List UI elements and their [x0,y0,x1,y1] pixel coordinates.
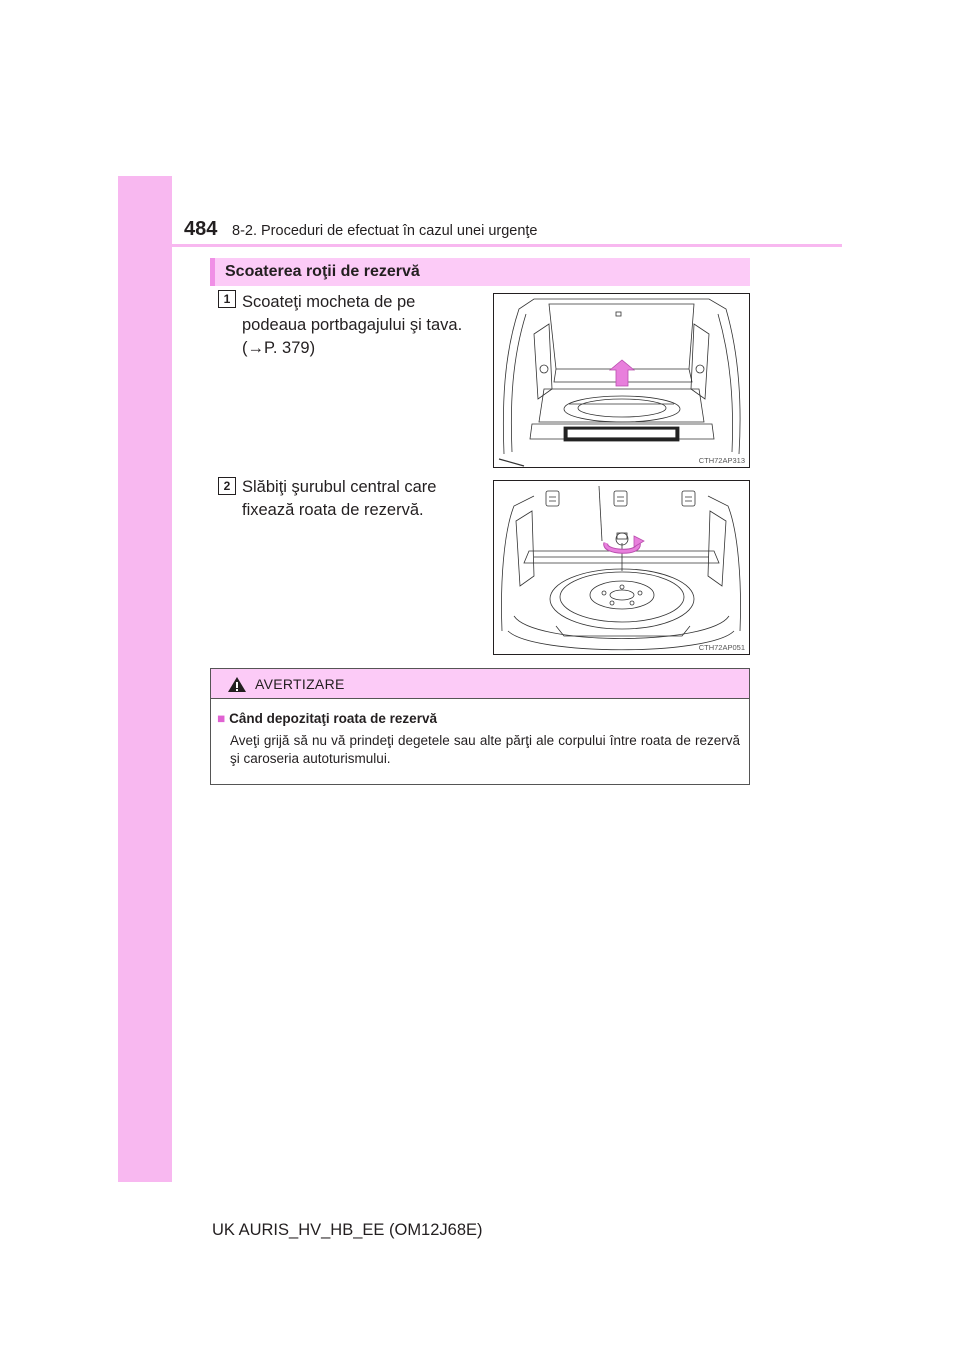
section-heading-text: Scoaterea roţii de rezervă [225,263,420,280]
figure-2-code: CTH72AP051 [698,643,745,652]
warning-title: AVERTIZARE [255,676,345,692]
warning-box [210,668,750,785]
header-divider [172,244,842,247]
warning-subtitle-text: Când depozitaţi roata de rezervă [229,711,437,726]
step-1-line-1: Scoateţi mocheta de pe [242,293,416,311]
step-2-number: 2 [218,477,236,495]
document-footer: UK AURIS_HV_HB_EE (OM12J68E) [212,1221,483,1239]
step-1-text [242,291,482,360]
step-1-line-3: (→P. 379) [242,339,316,357]
step-2-line-1: Slăbiţi şurubul central care [242,478,437,496]
warning-triangle-icon [227,676,247,693]
figure-1-code: CTH72AP313 [698,456,745,465]
section-heading [210,258,750,286]
step-1-line-2: podeaua portbagajului şi tava. [242,316,463,334]
step-1-number: 1 [218,290,236,308]
step-2-text [242,476,482,522]
trunk-floor-illustration [493,293,750,468]
warning-body: Aveţi grijă să nu vă prindeţi degetele sau alte părţi ale corpului între roata de rezervă şi caroseria autoturismului. [230,733,740,766]
warning-subtitle [217,711,437,726]
bullet-square-icon: ■ [217,711,226,726]
chapter-sidebar-tab [118,176,172,1182]
page-number: 484 [184,218,218,240]
section-title: 8-2. Proceduri de efectuat în cazul unei urgenţe [232,223,538,239]
step-2-line-2: fixează roata de rezervă. [242,501,424,519]
warning-header [211,669,749,699]
spare-wheel-illustration [493,480,750,655]
